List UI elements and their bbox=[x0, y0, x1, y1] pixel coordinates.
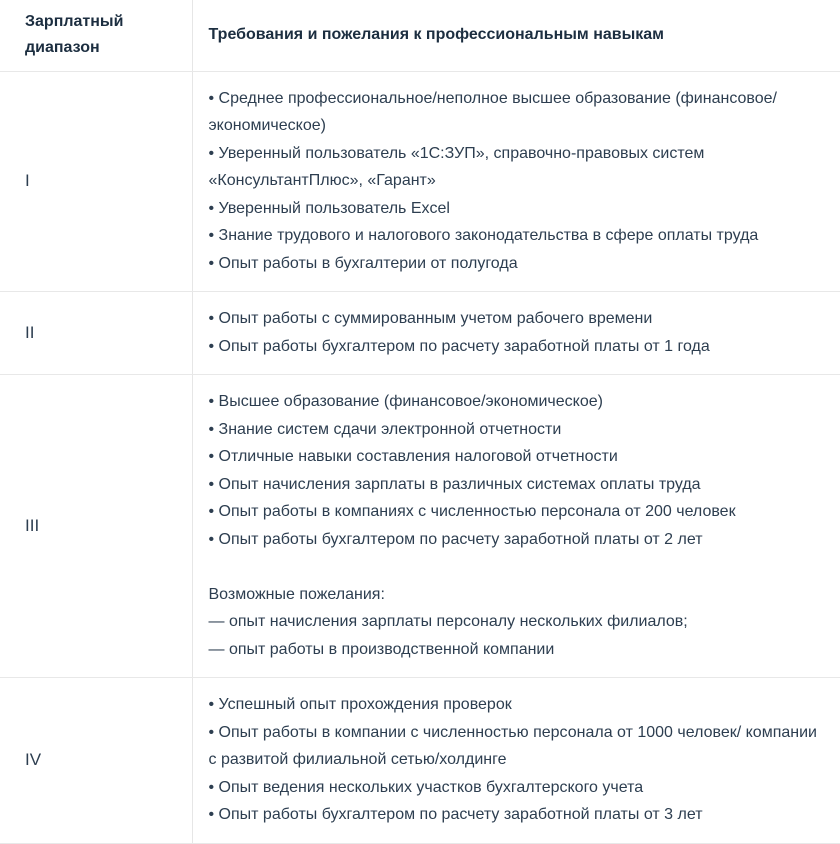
skill-line: — опыт начисления зарплаты персоналу нескольких филиалов; bbox=[208, 613, 688, 630]
skill-line: • Отличные навыки составления налоговой отчетности bbox=[208, 448, 618, 465]
table-header bbox=[0, 0, 840, 71]
skill-line: • Знание систем сдачи электронной отчетности bbox=[208, 420, 562, 438]
skill-line: Возможные пожелания: bbox=[208, 585, 385, 603]
skills-cell bbox=[192, 71, 840, 292]
skills-cell bbox=[192, 375, 840, 678]
skill-line: • Опыт работы с суммированным учетом рабочего времени bbox=[208, 310, 653, 327]
skill-line: • Опыт работы в компаниях с численностью персонала от 200 человек bbox=[208, 503, 736, 520]
skill-line: • Успешный опыт прохождения проверок bbox=[208, 696, 512, 713]
blank-line bbox=[209, 553, 829, 581]
skill-line: • Уверенный пользователь Excel bbox=[208, 199, 450, 217]
skills-cell bbox=[192, 292, 840, 375]
salary-range-label: III bbox=[0, 375, 192, 678]
skill-line: • Высшее образование (финансовое/экономическое) bbox=[208, 393, 603, 410]
header-salary-range: Зарплатный диапазон bbox=[0, 0, 192, 71]
skill-line: • Уверенный пользователь «1С:ЗУП», справочно-правовых систем «КонсультантПлюс», «Гарант» bbox=[208, 144, 705, 189]
skill-line: • Опыт работы бухгалтером по расчету заработной платы от 3 лет bbox=[208, 806, 703, 823]
table-row bbox=[0, 71, 840, 292]
skill-line: • Опыт работы бухгалтером по расчету заработной платы от 1 года bbox=[208, 337, 710, 355]
table-row bbox=[0, 375, 840, 678]
table-row bbox=[0, 292, 840, 375]
skill-line: • Опыт работы в бухгалтерии от полугода bbox=[208, 254, 518, 272]
salary-range-label: II bbox=[0, 292, 192, 375]
header-row bbox=[0, 0, 840, 71]
header-skills-requirements: Требования и пожелания к профессиональным навыкам bbox=[192, 0, 840, 71]
skill-line: • Опыт работы в компании с численностью персонала от 1000 человек/ компании с развитой филиальной сетью/холдинге bbox=[208, 723, 817, 768]
table-row bbox=[0, 678, 840, 844]
table-body bbox=[0, 71, 840, 843]
skill-line: • Опыт ведения нескольких участков бухгалтерского учета bbox=[208, 778, 644, 796]
salary-range-label: I bbox=[0, 71, 192, 292]
skills-cell bbox=[192, 678, 840, 844]
skill-line: • Знание трудового и налогового законодательства в сфере оплаты труда bbox=[208, 227, 759, 244]
skill-line: • Среднее профессиональное/неполное высшее образование (финансовое/экономическое) bbox=[208, 89, 777, 134]
skill-line: • Опыт начисления зарплаты в различных системах оплаты труда bbox=[208, 475, 701, 493]
salary-range-label: IV bbox=[0, 678, 192, 844]
skill-line: • Опыт работы бухгалтером по расчету заработной платы от 2 лет bbox=[208, 530, 703, 548]
skill-line: — опыт работы в производственной компании bbox=[208, 640, 555, 658]
